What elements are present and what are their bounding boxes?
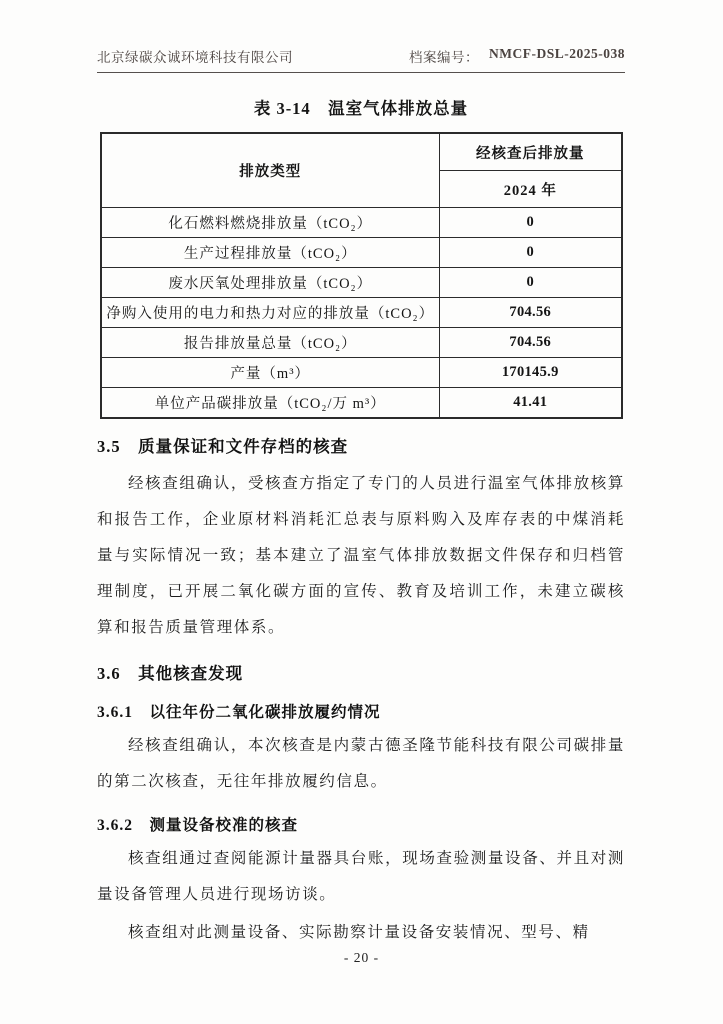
section-3-5-paragraph: 经核查组确认，受核查方指定了专门的人员进行温室气体排放核算和报告工作，企业原材料消耗汇总表与原料购入及库存表的中煤消耗量与实际情况一致；基本建立了温室气体排放数据文件保存和归档管理制度，已开展二氧化碳方面的宣传、教育及培训工作，未建立碳核算和报告质量管理体系。 xyxy=(97,475,625,636)
table-caption: 表 3-14 温室气体排放总量 xyxy=(253,99,469,118)
table-row xyxy=(101,358,622,388)
emission-type: 化石燃料燃烧排放量（tCO₂） xyxy=(101,208,439,238)
emission-type: 报告排放量总量（tCO₂） xyxy=(101,328,439,358)
table-row xyxy=(101,298,622,328)
emissions-table-body xyxy=(101,208,622,419)
section-3-6-1-paragraph: 经核查组确认，本次核查是内蒙古德圣隆节能科技有限公司碳排量的第二次核查，无往年排放履约信息。 xyxy=(97,737,625,790)
page-number: - 20 - xyxy=(343,950,380,965)
section-heading-3-6: 3.6 其他核查发现 xyxy=(97,664,244,683)
emission-type: 废水厌氧处理排放量（tCO₂） xyxy=(101,268,439,298)
emission-type: 生产过程排放量（tCO₂） xyxy=(101,238,439,268)
emission-value: 0 xyxy=(439,268,622,298)
company-name: 北京绿碳众诚环境科技有限公司 xyxy=(97,50,293,65)
emission-value: 704.56 xyxy=(439,298,622,328)
section-3-6-2-paragraph-1: 核查组通过查阅能源计量器具台账，现场查验测量设备、并且对测量设备管理人员进行现场访谈。 xyxy=(97,850,625,903)
col-header-year: 2024 年 xyxy=(439,171,622,208)
emission-value: 170145.9 xyxy=(439,358,622,388)
emission-type: 产量（m³） xyxy=(101,358,439,388)
col-header-type: 排放类型 xyxy=(101,133,439,208)
section-heading-3-5: 3.5 质量保证和文件存档的核查 xyxy=(97,437,349,456)
archive-number: NMCF-DSL-2025-038 xyxy=(489,46,625,61)
table-row xyxy=(101,238,622,268)
emission-value: 41.41 xyxy=(439,388,622,419)
col-header-verified-emissions: 经核查后排放量 xyxy=(439,133,622,171)
section-heading-3-6-2: 3.6.2 测量设备校准的核查 xyxy=(97,817,299,834)
table-row xyxy=(101,268,622,298)
emission-value: 0 xyxy=(439,208,622,238)
section-3-6-2-paragraph-2: 核查组对此测量设备、实际勘察计量设备安装情况、型号、精 xyxy=(128,924,590,941)
document-header xyxy=(97,46,625,73)
archive-info xyxy=(409,46,625,66)
emission-type: 净购入使用的电力和热力对应的排放量（tCO₂） xyxy=(101,298,439,328)
table-row xyxy=(101,208,622,238)
table-row xyxy=(101,328,622,358)
emissions-table xyxy=(100,132,623,419)
emission-type: 单位产品碳排放量（tCO₂/万 m³） xyxy=(101,388,439,419)
table-row xyxy=(101,388,622,419)
table-header-row-1 xyxy=(101,133,622,171)
emission-value: 0 xyxy=(439,238,622,268)
emission-value: 704.56 xyxy=(439,328,622,358)
section-heading-3-6-1: 3.6.1 以往年份二氧化碳排放履约情况 xyxy=(97,704,381,721)
archive-label: 档案编号： xyxy=(409,50,479,65)
emissions-table-header xyxy=(101,133,622,208)
